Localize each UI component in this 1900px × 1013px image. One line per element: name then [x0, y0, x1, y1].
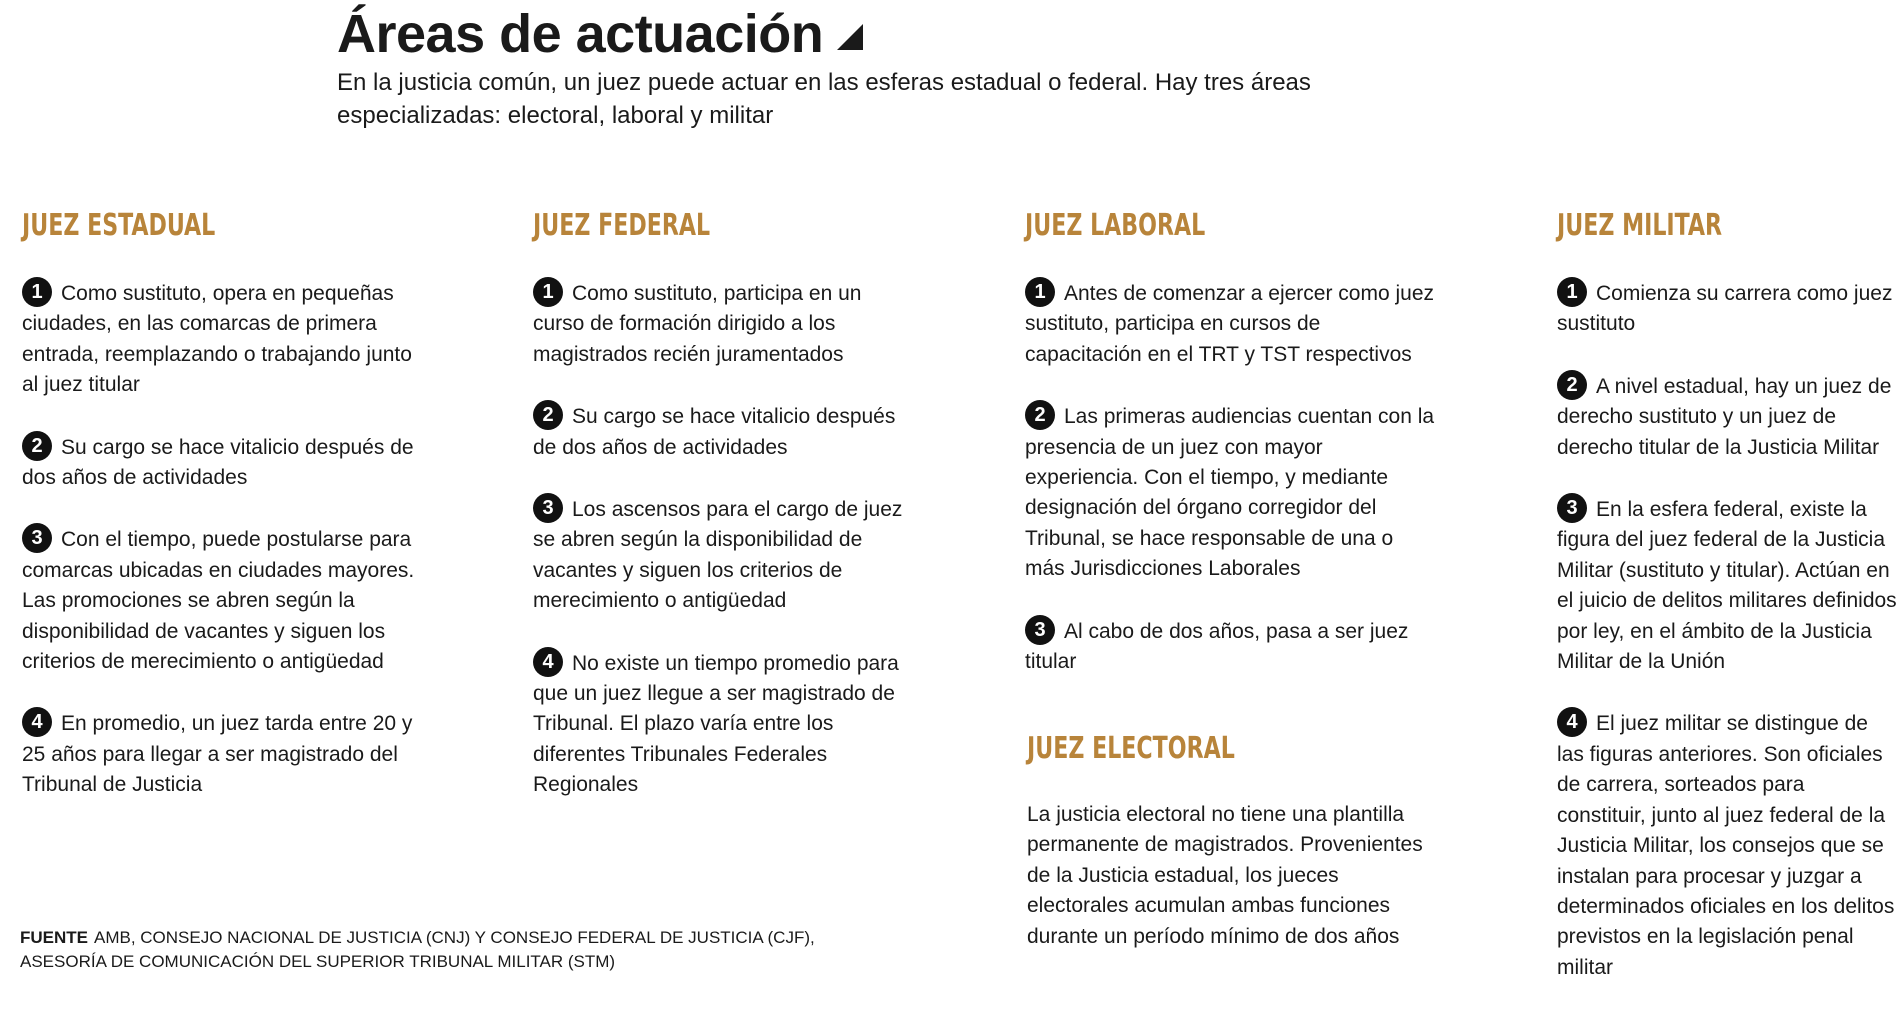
item-text: Los ascensos para el cargo de juez se abren según la disponibilidad de vacantes y siguen los criterios de merecimiento o antigüedad — [533, 498, 903, 613]
page-header — [337, 2, 1457, 132]
item-text: Las primeras audiencias cuentan con la presencia de un juez con mayor experiencia. Con el tiempo, y mediante designación del órgano corregidor del Tribunal, se hace responsable de una o más Jurisdicciones Laborales — [1025, 405, 1435, 581]
electoral-paragraph: La justicia electoral no tiene una plantilla permanente de magistrados. Provenientes de la Justicia estadual, los jueces electorales acumulan ambas funciones durante un período mínimo de dos años — [1027, 803, 1423, 948]
item-text: No existe un tiempo promedio para que un juez llegue a ser magistrado de Tribunal. El plazo varía entre los diferentes Tribunales Federales Regionales — [533, 651, 899, 797]
list-item — [1025, 277, 1435, 370]
heading-juez-laboral: JUEZ LABORAL — [1025, 208, 1206, 243]
triangle-arrow-icon — [837, 24, 863, 50]
item-text: Su cargo se hace vitalicio después de dos años de actividades — [22, 435, 414, 490]
item-text: Antes de comenzar a ejercer como juez sustituto, participa en cursos de capacitación en el TRT y TST respectivos — [1025, 282, 1435, 366]
column-juez-militar — [1557, 205, 1897, 1013]
list-item — [22, 523, 422, 677]
list-item — [22, 277, 422, 401]
item-text: El juez militar se distingue de las figuras anteriores. Son oficiales de carrera, sorteados para constituir, junto al juez federal de la Justicia Militar, los consejos que se instalan para procesar y juzgar a determinados oficiales en los delitos previstos en la legislación penal militar — [1557, 712, 1895, 979]
number-badge-icon: 2 — [533, 400, 563, 430]
source-label: FUENTE — [20, 928, 88, 947]
number-badge-icon: 1 — [533, 277, 563, 307]
column-juez-laboral — [1025, 205, 1435, 707]
column-juez-estadual — [22, 205, 422, 831]
number-badge-icon: 3 — [1025, 615, 1055, 645]
number-badge-icon: 1 — [22, 277, 52, 307]
number-badge-icon: 3 — [1557, 493, 1587, 523]
column-juez-electoral — [1027, 728, 1437, 952]
list-item — [1557, 493, 1897, 677]
page-subtitle: En la justicia común, un juez puede actuar en las esferas estadual o federal. Hay tres áreas especializadas: electoral, laboral y militar — [337, 69, 1311, 129]
list-item — [22, 707, 422, 800]
item-text: Con el tiempo, puede postularse para comarcas ubicadas en ciudades mayores. Las promociones se abren según la disponibilidad de vacantes y siguen los criterios de merecimiento o antigüedad — [22, 528, 415, 674]
item-text: Su cargo se hace vitalicio después de dos años de actividades — [533, 405, 896, 459]
list-item — [533, 647, 913, 801]
list-item — [1557, 277, 1897, 340]
number-badge-icon: 2 — [1025, 400, 1055, 430]
item-text: Como sustituto, opera en pequeñas ciudades, en las comarcas de primera entrada, reemplazando o trabajando junto al juez titular — [22, 282, 412, 397]
heading-juez-electoral: JUEZ ELECTORAL — [1027, 731, 1235, 766]
number-badge-icon: 1 — [1025, 277, 1055, 307]
list-item — [1025, 400, 1435, 584]
number-badge-icon: 4 — [533, 647, 563, 677]
heading-juez-estadual: JUEZ ESTADUAL — [22, 208, 216, 243]
item-text: En la esfera federal, existe la figura del juez federal de la Justicia Militar (sustituto y titular). Actúan en el juicio de delitos militares definidos por ley, en el ámbito de la Justicia Militar de la Unión — [1557, 498, 1897, 674]
item-text: En promedio, un juez tarda entre 20 y 25 años para llegar a ser magistrado del Tribunal de Justicia — [22, 712, 413, 797]
source-note — [20, 926, 900, 974]
item-text: Como sustituto, participa en un curso de formación dirigido a los magistrados recién juramentados — [533, 282, 862, 366]
item-text: A nivel estadual, hay un juez de derecho sustituto y un juez de derecho titular de la Justicia Militar — [1557, 374, 1892, 459]
item-text: Comienza su carrera como juez sustituto — [1557, 282, 1893, 336]
number-badge-icon: 4 — [22, 707, 52, 737]
number-badge-icon: 3 — [22, 523, 52, 553]
heading-juez-federal: JUEZ FEDERAL — [533, 208, 711, 243]
source-text: AMB, CONSEJO NACIONAL DE JUSTICIA (CNJ) Y CONSEJO FEDERAL DE JUSTICIA (CJF), ASESORÍA DE COMUNICACIÓN DEL SUPERIOR TRIBUNAL MILITAR (STM) — [20, 928, 815, 971]
number-badge-icon: 2 — [22, 431, 52, 461]
column-juez-federal — [533, 205, 913, 831]
list-item — [1557, 707, 1897, 983]
number-badge-icon: 1 — [1557, 277, 1587, 307]
list-item — [1557, 370, 1897, 463]
list-item — [533, 493, 913, 617]
number-badge-icon: 3 — [533, 493, 563, 523]
list-item — [22, 431, 422, 494]
item-text: Al cabo de dos años, pasa a ser juez titular — [1025, 619, 1409, 674]
list-item — [1025, 615, 1435, 678]
number-badge-icon: 4 — [1557, 707, 1587, 737]
list-item — [533, 400, 913, 463]
page-title: Áreas de actuación — [337, 4, 824, 64]
heading-juez-militar: JUEZ MILITAR — [1557, 208, 1723, 243]
list-item — [533, 277, 913, 370]
number-badge-icon: 2 — [1557, 370, 1587, 400]
